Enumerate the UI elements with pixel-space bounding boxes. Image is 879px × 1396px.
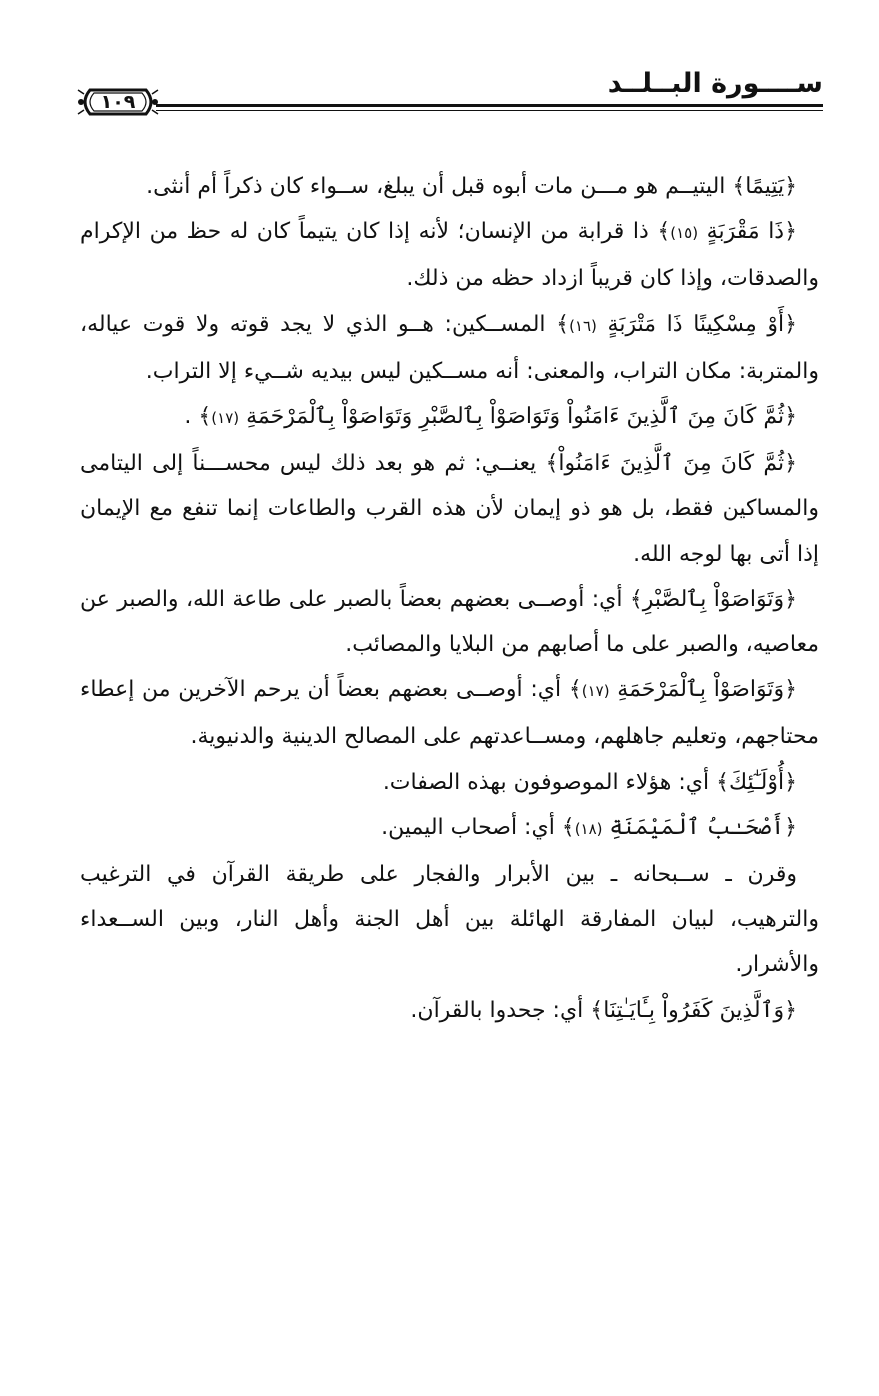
body-text bbox=[80, 164, 819, 1033]
quran-quote: وَتَوَاصَوْاْ بِٱلْمَرْحَمَةِ bbox=[617, 677, 785, 703]
quran-quote: وَٱلَّذِينَ كَفَرُواْ بِـَٔايَـٰتِنَا bbox=[603, 997, 785, 1023]
paragraph-text: ذا قرابة من الإنسان؛ لأنه إذا كان يتيماً كان له حظ من الإكرام والصدقات، وإذا كان قريباً ازداد حظه من ذلك. bbox=[80, 219, 819, 292]
paragraph-text: يعنــي: ثم هو بعد ذلك ليس محســـناً إلى اليتامى والمساكين فقط، بل هو ذو إيمان لأن هذه القرب والطاعات إنما تنفع مع الإيمان إذا أتى بها لوجه الله. bbox=[80, 451, 819, 567]
quran-quote: ثُمَّ كَانَ مِنَ ٱلَّذِينَ ءَامَنُواْ وَتَوَاصَوْاْ بِٱلصَّبْرِ وَتَوَاصَوْاْ بِٱلْمَرْحَمَةِ bbox=[246, 404, 785, 430]
paragraph bbox=[80, 209, 819, 301]
paragraph bbox=[80, 760, 819, 805]
header-rule bbox=[156, 104, 823, 107]
ornate-bracket-close: ﴾ bbox=[732, 174, 746, 199]
header-rule-thin bbox=[156, 110, 823, 111]
quran-quote: ثُمَّ كَانَ مِنَ ٱلَّذِينَ ءَامَنُواْ bbox=[558, 451, 785, 477]
ornate-bracket-open: ﴿ bbox=[784, 451, 797, 477]
quran-quote: يَتِيمًا bbox=[745, 174, 785, 199]
ornate-bracket-open: ﴿ bbox=[784, 769, 797, 795]
ornate-bracket-close: ﴾ bbox=[716, 769, 730, 795]
ornate-bracket-open: ﴿ bbox=[784, 677, 797, 703]
quran-quote: أَصْحَـٰبُ ٱلْمَيْمَنَةِ bbox=[609, 814, 785, 840]
paragraph-text: اليتيــم هو مـــن مات أبوه قبل أن يبلغ، ســواء كان ذكراً أم أنثى. bbox=[146, 174, 733, 199]
paragraph-text: أي: أوصــى بعضهم بعضاً أن يرحم الآخرين من إعطاء محتاجهم، وتعليم جاهلهم، ومســاعدتهم على المصالح الدينية والدنيوية. bbox=[80, 677, 819, 750]
ayah-number: ١٧ bbox=[217, 409, 234, 428]
ornate-bracket-close: ﴾ bbox=[590, 997, 604, 1023]
ornate-bracket-close: ﴾ bbox=[198, 404, 212, 430]
ornate-bracket-open: ﴿ bbox=[784, 174, 797, 199]
quran-quote: وَتَوَاصَوْاْ بِٱلصَّبْرِ bbox=[642, 586, 785, 612]
paragraph bbox=[80, 441, 819, 577]
ornate-bracket-close: ﴾ bbox=[568, 677, 582, 703]
quran-quote: ذَا مَقْرَبَةٍ bbox=[706, 219, 785, 245]
ayah-number-marker: (١٧) bbox=[211, 409, 240, 428]
ornate-bracket-open: ﴿ bbox=[784, 814, 797, 840]
ayah-number: ١٧ bbox=[587, 682, 604, 701]
paragraph bbox=[80, 302, 819, 394]
ayah-number: ١٦ bbox=[574, 316, 592, 335]
ayah-number-marker: (١٨) bbox=[574, 819, 603, 838]
paragraph-text: أي: أصحاب اليمين. bbox=[381, 814, 562, 840]
paragraph bbox=[80, 805, 819, 852]
paragraph bbox=[80, 852, 819, 988]
ornate-bracket-open: ﴿ bbox=[784, 311, 797, 337]
running-head bbox=[76, 64, 823, 124]
ornate-bracket-open: ﴿ bbox=[784, 219, 797, 245]
ornate-bracket-close: ﴾ bbox=[657, 219, 671, 245]
paragraph bbox=[80, 394, 819, 441]
paragraph bbox=[80, 577, 819, 667]
ornate-bracket-open: ﴿ bbox=[784, 404, 797, 430]
ornate-bracket-open: ﴿ bbox=[784, 586, 797, 612]
paragraph-text: . bbox=[184, 404, 199, 430]
ayah-number: ١٨ bbox=[580, 819, 597, 838]
paragraph-text: أي: هؤلاء الموصوفون بهذه الصفات. bbox=[382, 769, 717, 795]
page-number: ١٠٩ bbox=[100, 91, 136, 113]
ayah-number-marker: (١٥) bbox=[670, 224, 699, 243]
ornate-bracket-close: ﴾ bbox=[556, 311, 570, 337]
ornate-bracket-close: ﴾ bbox=[545, 451, 559, 477]
paragraph-text: أي: أوصــى بعضهم بعضاً بالصبر على طاعة الله، والصبر عن معاصيه، والصبر على ما أصابهم من البلايا والمصائب. bbox=[80, 586, 819, 658]
paragraph bbox=[80, 164, 819, 209]
ornate-bracket-open: ﴿ bbox=[784, 997, 797, 1023]
quran-quote: أُوْلَـٰٓئِكَ bbox=[729, 769, 785, 795]
paragraph bbox=[80, 667, 819, 759]
surah-title: ســــورة البــلــد bbox=[607, 68, 823, 99]
paragraph-text: وقرن ـ ســبحانه ـ بين الأبرار والفجار على طريقة القرآن في الترغيب والترهيب، لبيان المفارقة الهائلة بين أهل الجنة وأهل النار، وبين الســعداء والأشرار. bbox=[80, 862, 819, 978]
paragraph bbox=[80, 988, 819, 1033]
paragraph-text: أي: جحدوا بالقرآن. bbox=[410, 997, 591, 1023]
ayah-number: ١٥ bbox=[676, 224, 693, 243]
quran-quote: أَوْ مِسْكِينًا ذَا مَتْرَبَةٍ bbox=[607, 311, 785, 337]
ayah-number-marker: (١٧) bbox=[581, 682, 610, 701]
ornate-bracket-close: ﴾ bbox=[561, 814, 575, 840]
page-number-badge bbox=[76, 82, 160, 122]
paragraph-text: المســكين: هــو الذي لا يجد قوته ولا قوت عياله، والمتربة: مكان التراب، والمعنى: أنه مســكين ليس بيديه شــيء إلا التراب. bbox=[80, 311, 819, 384]
ayah-number-marker: (١٦) bbox=[569, 316, 597, 335]
ornate-bracket-close: ﴾ bbox=[629, 586, 643, 612]
